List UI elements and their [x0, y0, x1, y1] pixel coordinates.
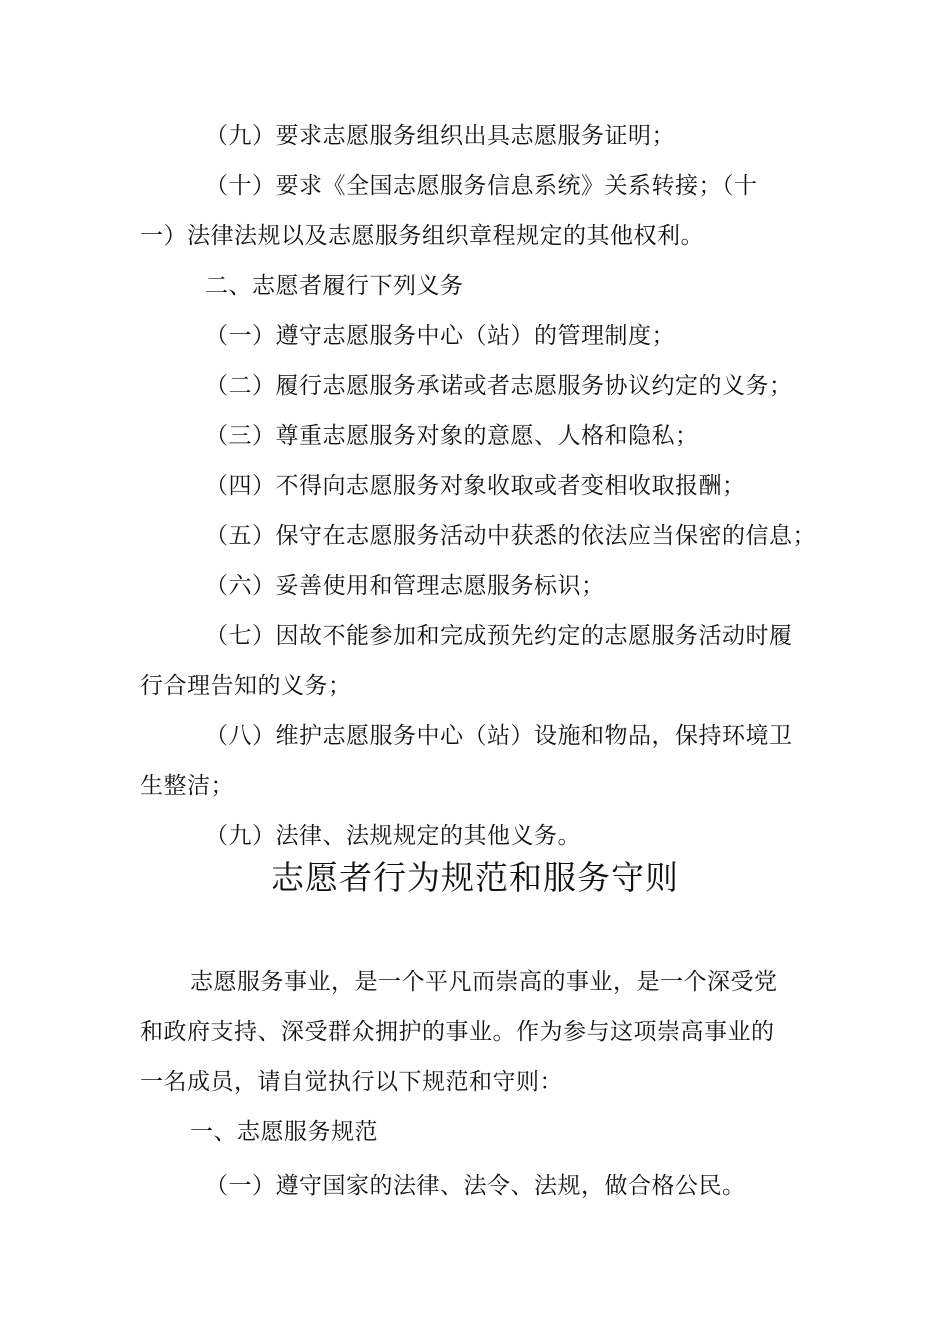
duties-item-5: （五）保守在志愿服务活动中获悉的依法应当保密的信息； — [205, 523, 816, 549]
duties-item-9: （九）法律、法规规定的其他义务。 — [205, 823, 581, 849]
duties-item-1: （一）遵守志愿服务中心（站）的管理制度； — [205, 323, 675, 349]
intro-line-3: 一名成员，请自觉执行以下规范和守则： — [140, 1069, 563, 1095]
service-norms-heading: 一、志愿服务规范 — [190, 1119, 378, 1145]
rights-item-10-line2: 一）法律法规以及志愿服务组织章程规定的其他权利。 — [140, 223, 704, 249]
code-of-conduct-title: 志愿者行为规范和服务守则 — [271, 858, 679, 897]
rights-item-10-line1: （十）要求《全国志愿服务信息系统》关系转接；（十 — [205, 173, 758, 199]
duties-item-7-line1: （七）因故不能参加和完成预先约定的志愿服务活动时履 — [205, 623, 793, 649]
duties-heading: 二、志愿者履行下列义务 — [205, 273, 464, 299]
duties-item-8-line1: （八）维护志愿服务中心（站）设施和物品，保持环境卫 — [205, 723, 793, 749]
duties-item-4: （四）不得向志愿服务对象收取或者变相收取报酬； — [205, 473, 746, 499]
duties-item-3: （三）尊重志愿服务对象的意愿、人格和隐私； — [205, 423, 699, 449]
service-norms-item-1: （一）遵守国家的法律、法令、法规，做合格公民。 — [205, 1173, 746, 1199]
duties-item-2: （二）履行志愿服务承诺或者志愿服务协议约定的义务； — [205, 373, 793, 399]
duties-item-8-line2: 生整洁； — [140, 773, 234, 799]
intro-line-1: 志愿服务事业，是一个平凡而崇高的事业，是一个深受党 — [190, 969, 778, 995]
duties-item-6: （六）妥善使用和管理志愿服务标识； — [205, 573, 605, 599]
intro-line-2: 和政府支持、深受群众拥护的事业。作为参与这项崇高事业的 — [140, 1019, 775, 1045]
duties-item-7-line2: 行合理告知的义务； — [140, 673, 352, 699]
rights-item-9: （九）要求志愿服务组织出具志愿服务证明； — [205, 123, 675, 149]
